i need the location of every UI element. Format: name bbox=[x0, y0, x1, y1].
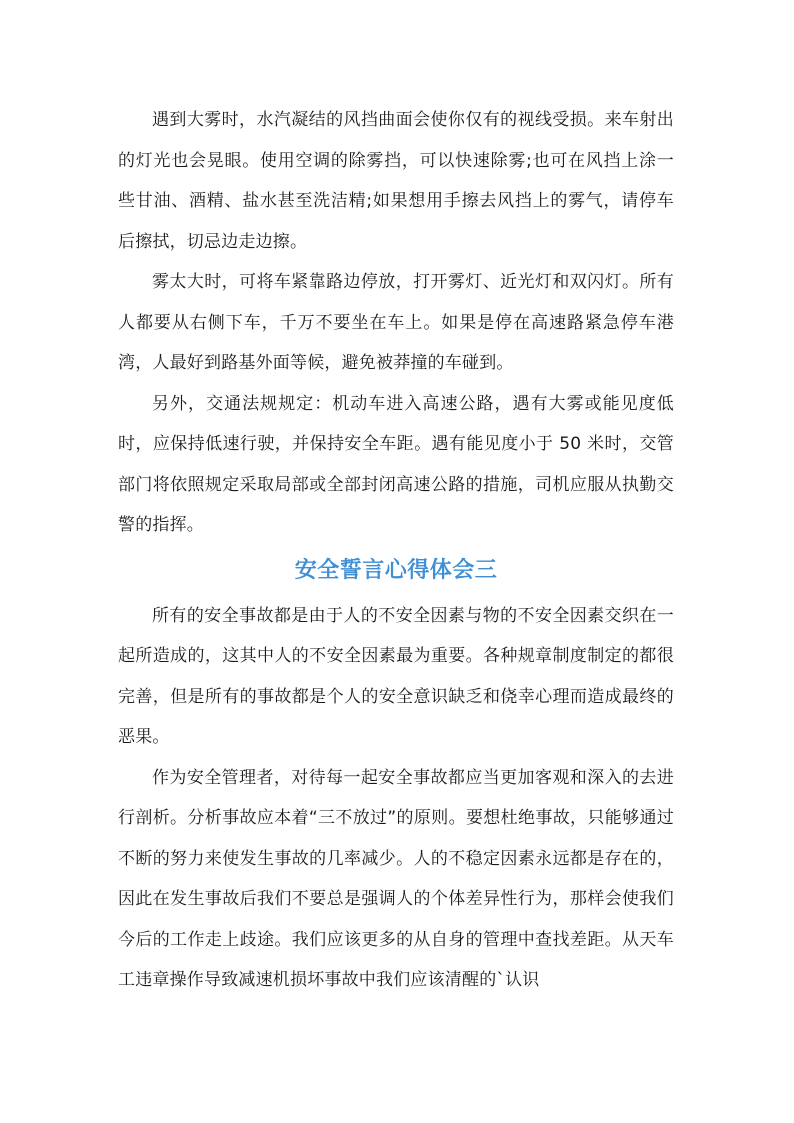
document-body bbox=[118, 100, 674, 1001]
section-title: 安全誓言心得体会三 bbox=[294, 557, 498, 583]
paragraph-fog-visibility: 遇到大雾时，水汽凝结的风挡曲面会使你仅有的视线受损。来车射出的灯光也会晃眼。使用空调的除雾挡，可以快速除雾;也可在风挡上涂一些甘油、酒精、盐水甚至洗洁精;如果想用手擦去风挡上的雾气，请停车后擦拭，切忌边走边擦。 bbox=[118, 110, 674, 252]
paragraph-fog-parking: 雾太大时，可将车紧靠路边停放，打开雾灯、近光灯和双闪灯。所有人都要从右侧下车，千万不要坐在车上。如果是停在高速路紧急停车港湾，人最好到路基外面等候，避免被莽撞的车碰到。 bbox=[118, 272, 674, 373]
paragraph-traffic-regulations: 另外，交通法规规定：机动车进入高速公路，遇有大雾或能见度低时，应保持低速行驶，并保持安全车距。遇有能见度小于 50 米时，交管部门将依照规定采取局部或全部封闭高速公路的措施，司机应服从执勤交警的指挥。 bbox=[118, 393, 674, 535]
paragraph-safety-management: 作为安全管理者，对待每一起安全事故都应当更加客观和深入的去进行剖析。分析事故应本着“三不放过”的原则。要想杜绝事故，只能够通过不断的努力来使发生事故的几率减少。人的不稳定因素永远都是存在的，因此在发生事故后我们不要总是强调人的个体差异性行为，那样会使我们今后的工作走上歧途。我们应该更多的从自身的管理中查找差距。从天车工违章操作导致减速机损坏事故中我们应该清醒的`认识 bbox=[118, 767, 674, 990]
paragraph-accident-causes: 所有的安全事故都是由于人的不安全因素与物的不安全因素交织在一起所造成的，这其中人的不安全因素最为重要。各种规章制度制定的都很完善，但是所有的事故都是个人的安全意识缺乏和侥幸心理而造成最终的恶果。 bbox=[118, 605, 674, 747]
